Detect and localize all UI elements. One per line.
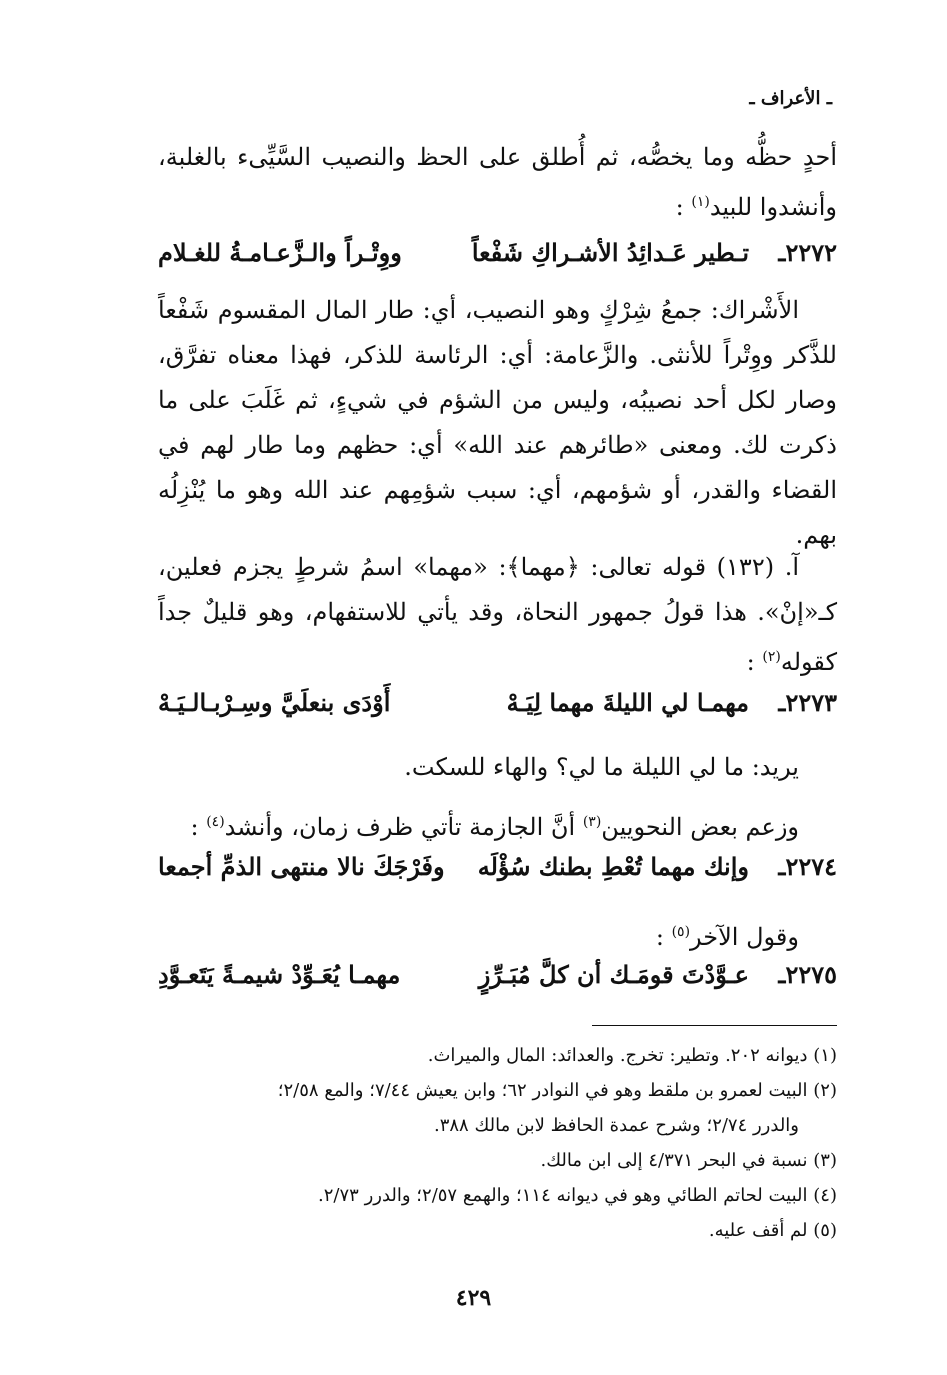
page-number: ٤٢٩ — [455, 1285, 492, 1311]
footnote-text: البيت لعمرو بن ملقط وهو في النوادر ٦٢؛ وابن يعيش ٧/٤٤؛ والمع ٢/٥٨؛ — [277, 1080, 808, 1101]
footnote-ref: (٥) — [671, 924, 691, 940]
verse-second-hemistich: ووِتْـراً والـزَّعـامـةُ للغـلام — [158, 238, 402, 267]
footnote-number: (٤) — [813, 1185, 837, 1206]
verse-line — [158, 960, 837, 1005]
colon: : — [655, 923, 664, 951]
colon: : — [190, 813, 199, 841]
paragraph-text: الأَشْراك: جمعُ شِرْكٍ وهو النصيب، أي: طار المال المقسوم شَفْعاً للذَّكر ووِتْراً للأنثى. والزَّعامة: أي: الرئاسة للذكر، فهذا معناه تفرَّق، وصار لكل أحد نصيبُه، وليس من الشؤم في شيءٍ، ثم غَلَبَ على ما ذكرت لك. ومعنى «طائرهم عند الله» أي: حظهم وما طار لهم في القضاء والقدر، أو شؤمهم، أي: سبب شؤمِهم عند الله وهو ما يُنْزِلُه بهم. — [158, 296, 837, 549]
verse-first-hemistich: وإنك مهما تُعْطِ بطنك سُؤْلَه — [477, 852, 749, 881]
footnote-ref: (٤) — [206, 814, 225, 830]
footnote-number: (١) — [813, 1045, 837, 1066]
footnote — [158, 1073, 837, 1143]
footnote-text: لم أقف عليه. — [708, 1220, 808, 1241]
footnote-text: البيت لحاتم الطائي وهو في ديوانه ١١٤؛ والهمع ٢/٥٧؛ والدرر ٢/٧٣. — [318, 1185, 808, 1206]
footnote-number: (٢) — [813, 1080, 837, 1101]
colon: : — [675, 193, 684, 221]
verse-second-hemistich: أَوْدَى بنعلَيَّ وسِـرْبـالـيَـهْ — [158, 688, 391, 717]
verse-number: ٢٢٧٤ـ — [778, 852, 837, 881]
footnote-ref: (٢) — [762, 649, 781, 665]
verse-second-hemistich: مهمـا يُعَـوِّدْ شيمـةً يَتَعـوَّدِ — [158, 960, 401, 989]
paragraph-text: آ. (١٣٢) قوله تعالى: ﴿مهما﴾: «مهما» اسمُ شرطٍ يجزم فعلين، كـ«إنْ». هذا قولُ جمهور النحاة، وقد يأتي للاستفهام، وهو قليلٌ جداً كقوله — [158, 553, 837, 676]
verse-first-hemistich: عـوَّدْتَ قومَـك أن كلَّ مُبَـرِّزٍ — [478, 960, 749, 989]
footnote — [158, 1213, 837, 1248]
footnote — [158, 1038, 837, 1073]
paragraph-text: أنَّ الجازمة تأتي ظرف زمان، وأنشد — [224, 813, 576, 841]
paragraph-4 — [158, 745, 837, 790]
verse-number: ٢٢٧٢ـ — [778, 238, 837, 267]
verse-line — [158, 238, 837, 283]
footnotes — [158, 1038, 837, 1248]
footnote-divider — [592, 1025, 837, 1026]
paragraph-5 — [158, 800, 837, 850]
verse-first-hemistich: مهمـا لي الليلةَ مهما لِيَـهْ — [506, 688, 749, 717]
paragraph-3 — [158, 545, 837, 685]
paragraph-text: يريد: ما لي الليلة ما لي؟ والهاء للسكت. — [404, 753, 799, 781]
paragraph-2 — [158, 288, 837, 558]
paragraph-text: وقول الآخر — [690, 923, 799, 951]
footnote-ref: (٣) — [582, 814, 602, 830]
footnote — [158, 1143, 837, 1178]
footnote-text: نسبة في البحر ٤/٣٧١ إلى ابن مالك. — [540, 1150, 808, 1171]
footnote — [158, 1178, 837, 1213]
footnote-continuation: والدرر ٢/٧٤؛ وشرح عمدة الحافظ لابن مالك ٣٨٨. — [433, 1115, 799, 1136]
colon: : — [746, 648, 755, 676]
paragraph-text: وزعم بعض النحويين — [601, 813, 799, 841]
running-header: ـ الأعراف ـ — [749, 88, 832, 109]
footnote-ref: (١) — [691, 194, 710, 210]
footnote-number: (٣) — [813, 1150, 837, 1171]
footnote-number: (٥) — [813, 1220, 837, 1241]
verse-first-hemistich: تـطير عَـدائِدُ الأشـراكِ شَفْعاً — [471, 238, 749, 267]
verse-line — [158, 688, 837, 733]
verse-line — [158, 852, 837, 897]
paragraph-1 — [158, 135, 837, 230]
verse-number: ٢٢٧٣ـ — [778, 688, 837, 717]
paragraph-6 — [158, 910, 837, 960]
footnote-text: ديوانه ٢٠٢. وتطير: تخرج. والعدائد: المال والميراث. — [427, 1045, 808, 1066]
verse-number: ٢٢٧٥ـ — [778, 960, 837, 989]
verse-second-hemistich: وفَرْجَكَ نالا منتهى الذمِّ أجمعا — [158, 852, 445, 881]
paragraph-text: أحدٍ حظُّه وما يخصُّه، ثم أُطلق على الحظ والنصيب السَّيِّىء بالغلبة، وأنشدوا للبيد — [158, 143, 837, 221]
